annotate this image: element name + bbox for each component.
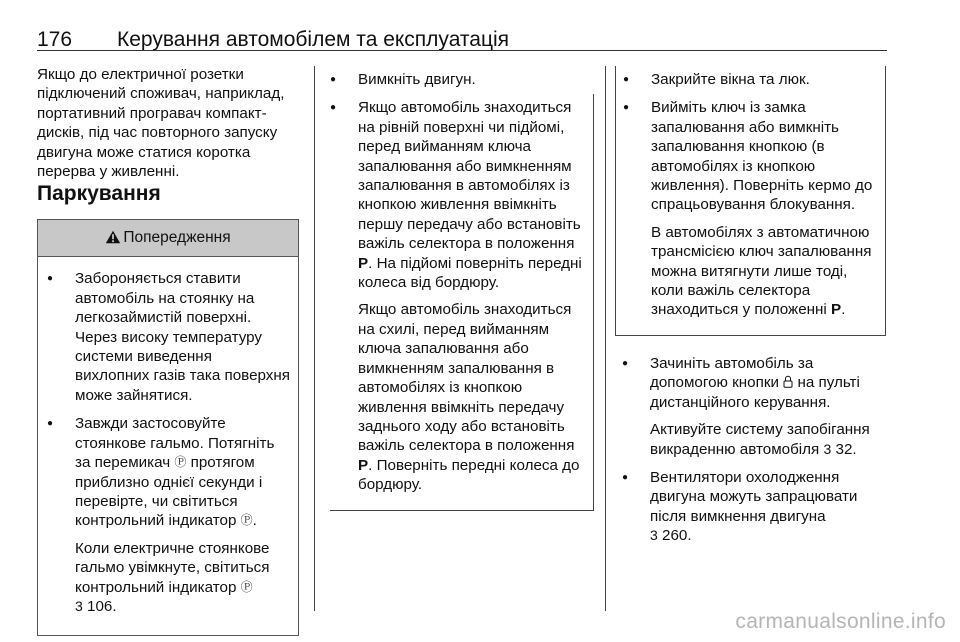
list-item-subparagraph: [650, 420, 884, 459]
list-item: [330, 98, 587, 494]
column-divider: [605, 66, 606, 611]
list-item-subparagraph: [75, 539, 290, 617]
warning-title: Попередження: [123, 229, 231, 247]
list-item: [47, 269, 290, 405]
list-item-text: Вентилятори охолодження двигуна можуть запрацювати після вимкнення двигуна: [650, 468, 858, 525]
header-rule: [37, 50, 887, 51]
list-item-text: Вимкніть двигун.: [358, 71, 476, 88]
warning-header: [38, 220, 298, 257]
warning-body: [38, 257, 298, 635]
page-reference: 106.: [87, 597, 117, 615]
parking-brake-icon: Ⓟ: [174, 455, 187, 470]
intro-paragraph: Якщо до електричної розетки підключений споживач, наприклад, портативний програвач компакт-дисків, під час повторного запуску двигуна може статися коротка перерва у живленні.: [37, 66, 285, 181]
watermark: carmanualsonline.info: [735, 610, 946, 633]
gear-position: P: [831, 301, 842, 319]
page-number: 176: [37, 28, 73, 51]
parking-brake-icon: Ⓟ: [240, 513, 253, 528]
list-item: [622, 354, 884, 459]
page-reference-icon: 3: [823, 440, 832, 457]
column-3: [622, 70, 884, 555]
subparagraph-text: .: [841, 301, 846, 319]
warning-triangle-icon: [105, 230, 121, 244]
column-1: [37, 65, 299, 636]
list-item-text: . На підйомі поверніть передні колеса від бордюру.: [358, 254, 582, 292]
subparagraph-text: Якщо автомобіль знаходиться на схилі, перед вийманням ключа запалювання або вимкненням запалювання в автомобілях із кнопкою живлення ввімкніть передачу заднього ходу або встановіть важіль селектора в положення: [358, 301, 575, 455]
column-divider: [314, 66, 315, 611]
list-item: [623, 98, 877, 319]
warning-box: [37, 219, 299, 636]
list-item-text: Вийміть ключ із замка запалювання або вимкніть запалювання кнопкою (в автомобілях із кнопкою живлення). Поверніть кермо до спрацьовування блокування.: [651, 99, 873, 214]
lock-icon: [783, 375, 793, 388]
list-item-text: Завжди застосовуйте стоянкове гальмо. Потягніть за перемикач: [75, 415, 275, 472]
list-item: [330, 70, 592, 89]
page-reference: 32.: [835, 440, 857, 458]
page-reference-icon: 3: [75, 597, 83, 614]
list-item-text: Зачиніть автомобіль за допомогою кнопки: [650, 354, 814, 392]
list-item-text: Закрийте вікна та люк.: [651, 71, 810, 88]
list-item: [47, 414, 290, 616]
list-item-text: Забороняється ставити автомобіль на стоянку на легкозаймистій поверхні. Через високу температуру системи виведення вихлопних газів така поверхня може зайнятися.: [75, 270, 291, 404]
subparagraph-text: Коли електричне стоянкове гальмо увімкнуте, світиться контрольний індикатор: [75, 539, 270, 596]
list-item-text: на пульті дистанційного керування.: [650, 374, 860, 411]
section-title: Паркування: [37, 182, 161, 206]
list-item: [622, 468, 884, 546]
page-reference-icon: 3: [650, 527, 658, 544]
list-item-text: Якщо автомобіль знаходиться на рівній поверхні чи підйомі, перед вийманням ключа запалювання або вимкненням запалювання в автомобілях із кнопкою живлення ввімкніть першу передачу або встановіть важіль селектора в положення: [358, 99, 581, 253]
list-item-subparagraph: [651, 223, 877, 320]
subparagraph-text: В автомобілях з автоматичною трансмісією ключ запалювання можна витягнути лише тоді, коли важіль селектора знаходиться у положенні: [651, 223, 872, 319]
list-item-text: протягом приблизно однієї секунди і перевірте, чи світиться контрольний індикатор: [75, 454, 263, 530]
parking-brake-icon: Ⓟ: [240, 579, 253, 594]
subparagraph-text: . Поверніть передні колеса до бордюру.: [358, 456, 580, 494]
column-2: [330, 70, 592, 511]
page-reference: 260.: [662, 527, 692, 545]
list-item: [623, 70, 877, 89]
list-item-subparagraph: [358, 300, 587, 494]
boxed-list-items: [615, 66, 886, 336]
gear-position: P: [358, 456, 369, 474]
chapter-title: Керування автомобілем та експлуатація: [117, 28, 510, 51]
subparagraph-text: Активуйте систему запобігання викраденню автомобіля: [650, 421, 870, 458]
list-item-text: .: [252, 512, 257, 530]
boxed-list-item: [330, 94, 594, 510]
gear-position: P: [358, 254, 369, 272]
